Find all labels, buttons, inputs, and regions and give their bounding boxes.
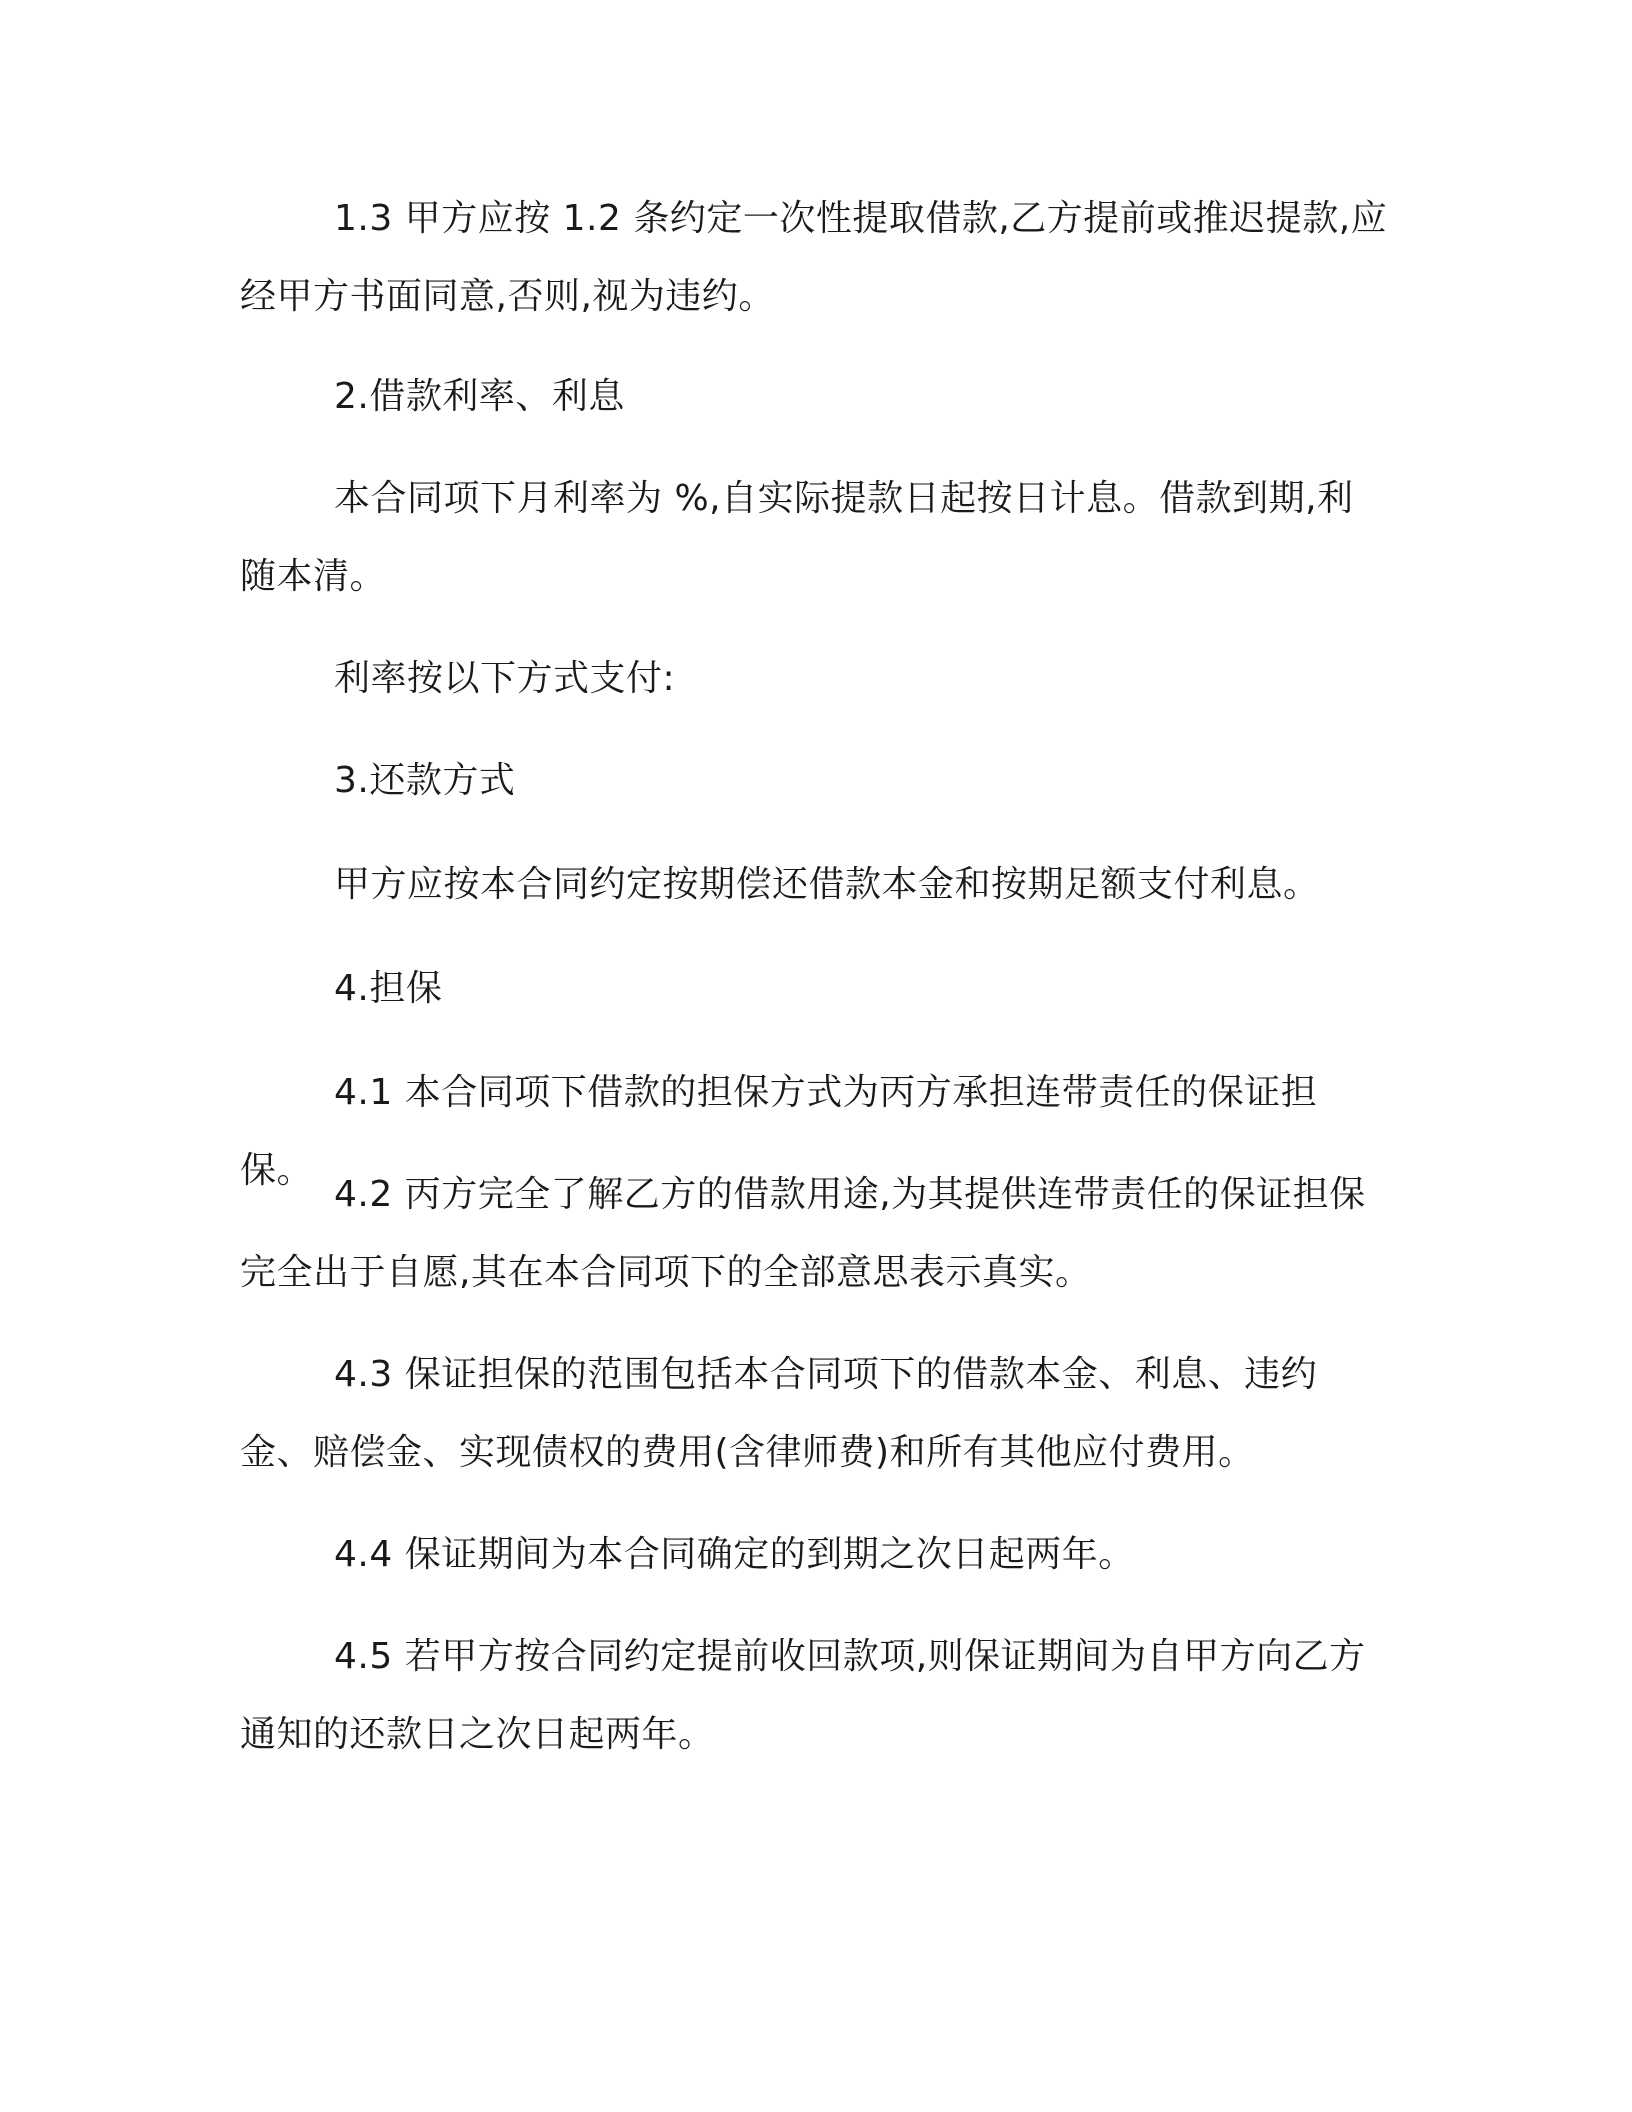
clause-4-4: 4.4 保证期间为本合同确定的到期之次日起两年。 (334, 1534, 1135, 1575)
clause-4-3: 4.3 保证担保的范围包括本合同项下的借款本金、利息、违约金、赔偿金、实现债权的费用(含律师费)和所有其他应付费用。 (240, 1354, 1318, 1473)
clause-4-5: 4.5 若甲方按合同约定提前收回款项,则保证期间为自甲方向乙方通知的还款日之次日起两年。 (240, 1636, 1366, 1755)
heading-interest: 2.借款利率、利息 (334, 376, 625, 417)
heading-guarantee: 4.担保 (334, 968, 443, 1009)
heading-repayment: 3.还款方式 (334, 760, 516, 801)
interest-rate-paragraph: 本合同项下月利率为 %,自实际提款日起按日计息。借款到期,利随本清。 (240, 478, 1354, 597)
clause-4-1: 4.1 本合同项下借款的担保方式为丙方承担连带责任的保证担保。 (240, 1072, 1318, 1191)
interest-payment-method: 利率按以下方式支付: (334, 658, 676, 699)
clause-4-2: 4.2 丙方完全了解乙方的借款用途,为其提供连带责任的保证担保完全出于自愿,其在本合同项下的全部意思表示真实。 (240, 1174, 1366, 1293)
repayment-paragraph: 甲方应按本合同约定按期偿还借款本金和按期足额支付利息。 (334, 864, 1320, 905)
clause-1-3: 1.3 甲方应按 1.2 条约定一次性提取借款,乙方提前或推迟提款,应经甲方书面同意,否则,视为违约。 (240, 198, 1388, 317)
